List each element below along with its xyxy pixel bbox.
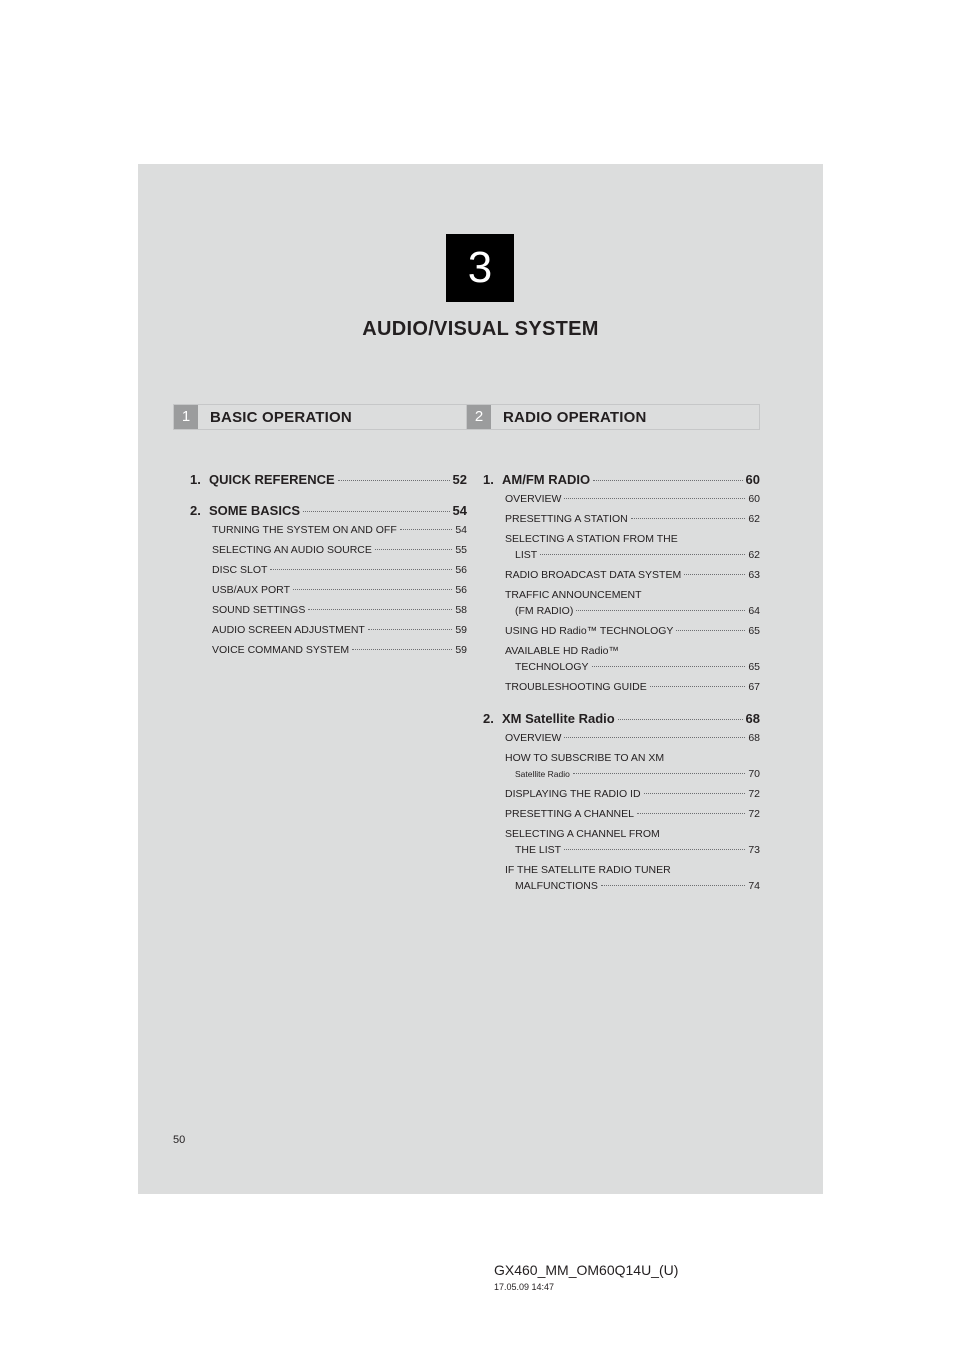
toc-subentry[interactable]: DISC SLOT 56 — [212, 564, 467, 576]
section-title: RADIO OPERATION — [503, 408, 647, 426]
section-number: 2 — [467, 405, 491, 429]
section-basic-operation — [173, 404, 467, 658]
toc-subentry[interactable]: SELECTING AN AUDIO SOURCE 55 — [212, 544, 467, 556]
toc-subentry[interactable]: AVAILABLE HD Radio™ TECHNOLOGY 65 — [505, 645, 760, 673]
toc-subentry[interactable]: SOUND SETTINGS 58 — [212, 604, 467, 616]
section-title: BASIC OPERATION — [210, 408, 352, 426]
toc-subentry[interactable]: TROUBLESHOOTING GUIDE 67 — [505, 681, 760, 693]
toc-subentry[interactable]: RADIO BROADCAST DATA SYSTEM 63 — [505, 569, 760, 581]
toc-subentry[interactable]: AUDIO SCREEN ADJUSTMENT 59 — [212, 624, 467, 636]
chapter-number-badge: 3 — [446, 234, 514, 302]
footer-doc-code: GX460_MM_OM60Q14U_(U) — [494, 1262, 679, 1278]
section-radio-operation — [466, 404, 760, 894]
toc-subentry[interactable]: USING HD Radio™ TECHNOLOGY 65 — [505, 625, 760, 637]
toc-subentry[interactable]: PRESETTING A STATION 62 — [505, 513, 760, 525]
footer-date: 17.05.09 14:47 — [494, 1282, 555, 1292]
chapter-title: AUDIO/VISUAL SYSTEM — [362, 318, 599, 340]
toc-entry[interactable]: 2. SOME BASICS 54 — [190, 503, 467, 518]
toc-entry[interactable]: 2. XM Satellite Radio 68 — [483, 711, 760, 726]
toc-subentry[interactable]: OVERVIEW 68 — [505, 732, 760, 744]
toc-subentry[interactable]: IF THE SATELLITE RADIO TUNER MALFUNCTIONS 74 — [505, 864, 760, 892]
page-number: 50 — [173, 1134, 186, 1146]
toc-subentry[interactable]: PRESETTING A CHANNEL 72 — [505, 808, 760, 820]
toc-subentry[interactable]: HOW TO SUBSCRIBE TO AN XM Satellite Radio 70 — [505, 752, 760, 780]
section-number: 1 — [174, 405, 198, 429]
section-header — [466, 404, 760, 430]
toc-subentry[interactable]: SELECTING A STATION FROM THE LIST 62 — [505, 533, 760, 561]
toc-subentry[interactable]: USB/AUX PORT 56 — [212, 584, 467, 596]
toc-subentry[interactable]: VOICE COMMAND SYSTEM 59 — [212, 644, 467, 656]
toc-subentry[interactable]: DISPLAYING THE RADIO ID 72 — [505, 788, 760, 800]
toc-subentry[interactable]: TRAFFIC ANNOUNCEMENT (FM RADIO) 64 — [505, 589, 760, 617]
toc-entry[interactable]: 1. AM/FM RADIO 60 — [483, 472, 760, 487]
toc-subentry[interactable]: OVERVIEW 60 — [505, 493, 760, 505]
toc-entry[interactable]: 1. QUICK REFERENCE 52 — [190, 472, 467, 487]
toc-subentry[interactable]: SELECTING A CHANNEL FROM THE LIST 73 — [505, 828, 760, 856]
toc-subentry[interactable]: TURNING THE SYSTEM ON AND OFF 54 — [212, 524, 467, 536]
section-header — [173, 404, 467, 430]
